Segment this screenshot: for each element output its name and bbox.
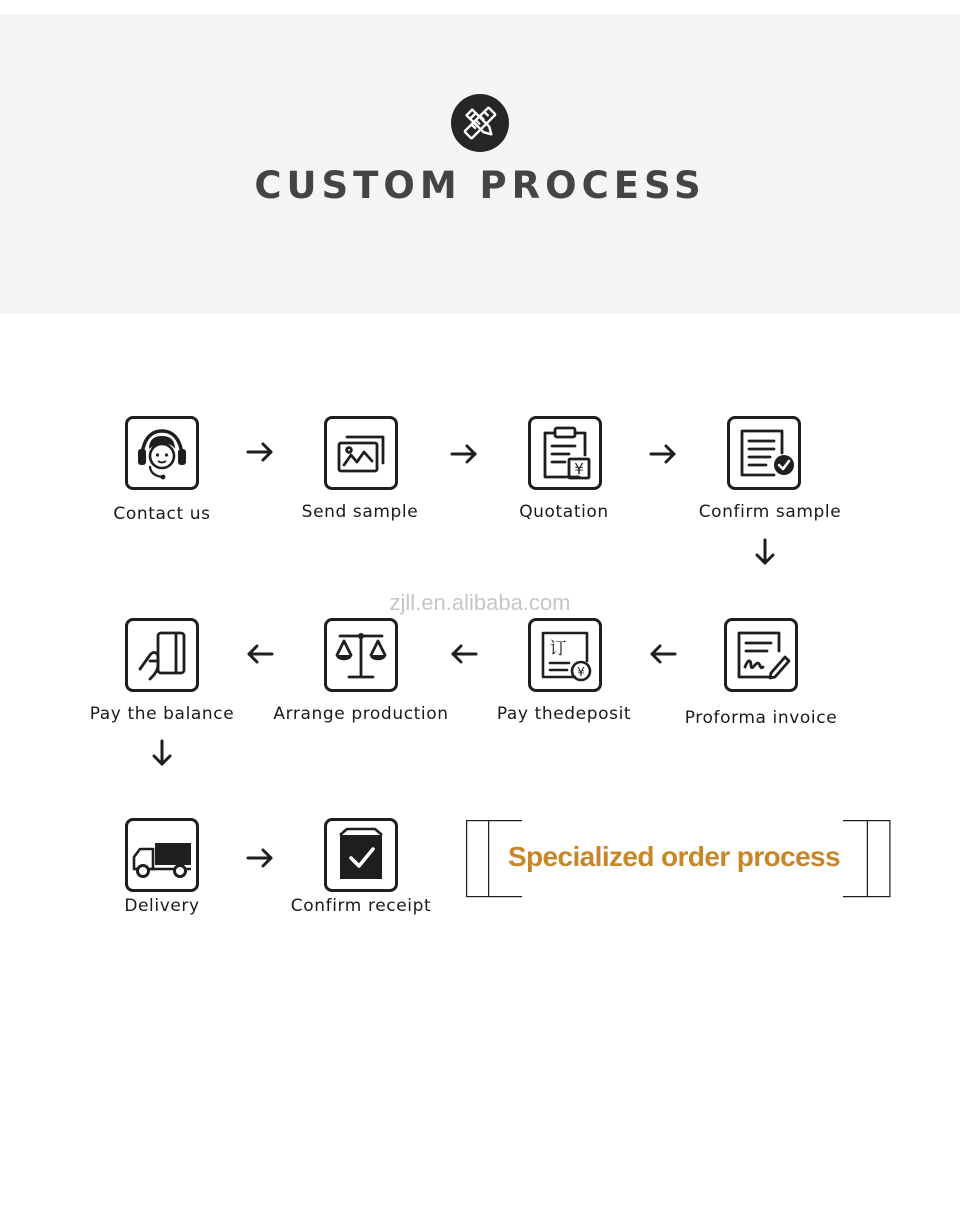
arrow-right-icon <box>245 437 275 467</box>
hand-card-icon <box>128 621 196 689</box>
arrow-right-icon <box>245 843 275 873</box>
image-cards-icon <box>327 419 395 487</box>
step-contact-us-box <box>125 416 199 490</box>
arrow-left-icon <box>245 639 275 669</box>
step-label: Proforma invoice <box>684 708 838 728</box>
svg-text:¥: ¥ <box>577 665 585 679</box>
step-delivery-box <box>125 818 199 892</box>
clipboard-yen-icon <box>531 419 599 487</box>
balance-scale-icon <box>327 621 395 689</box>
step-quotation-box <box>528 416 602 490</box>
box-check-icon <box>327 821 395 889</box>
step-pay-balance-box <box>125 618 199 692</box>
document-signature-icon <box>727 621 795 689</box>
truck-icon <box>128 821 196 889</box>
arrow-left-icon <box>449 639 479 669</box>
header-banner <box>0 14 960 314</box>
arrow-down-icon <box>147 738 177 768</box>
step-label: Quotation <box>519 502 609 522</box>
tagline-text: Specialized order process <box>507 841 841 872</box>
step-confirm-receipt-box <box>324 818 398 892</box>
step-label: Contact us <box>113 504 211 524</box>
step-arrange-production-box <box>324 618 398 692</box>
arrow-right-icon <box>648 439 678 469</box>
step-confirm-sample-box <box>727 416 801 490</box>
page-title: CUSTOM PROCESS <box>254 164 706 207</box>
step-label: Confirm receipt <box>290 896 432 916</box>
arrow-right-icon <box>449 439 479 469</box>
step-label: Pay the balance <box>89 704 235 724</box>
document-check-icon <box>730 419 798 487</box>
step-proforma-invoice-box <box>724 618 798 692</box>
svg-text:订: 订 <box>549 639 567 659</box>
step-label: Pay thedeposit <box>496 704 632 724</box>
arrow-down-icon <box>750 537 780 567</box>
pencil-ruler-icon <box>451 94 509 152</box>
step-pay-deposit-box <box>528 618 602 692</box>
headset-icon <box>128 419 196 487</box>
step-send-sample-box <box>324 416 398 490</box>
watermark: zjll.en.alibaba.com <box>389 590 571 615</box>
svg-text:¥: ¥ <box>574 460 584 478</box>
step-label: Arrange production <box>273 704 449 724</box>
step-label: Delivery <box>124 896 200 916</box>
step-label: Confirm sample <box>698 502 842 522</box>
order-yen-icon <box>531 621 599 689</box>
step-label: Send sample <box>301 502 419 522</box>
tagline-frame <box>466 820 891 898</box>
arrow-left-icon <box>648 639 678 669</box>
